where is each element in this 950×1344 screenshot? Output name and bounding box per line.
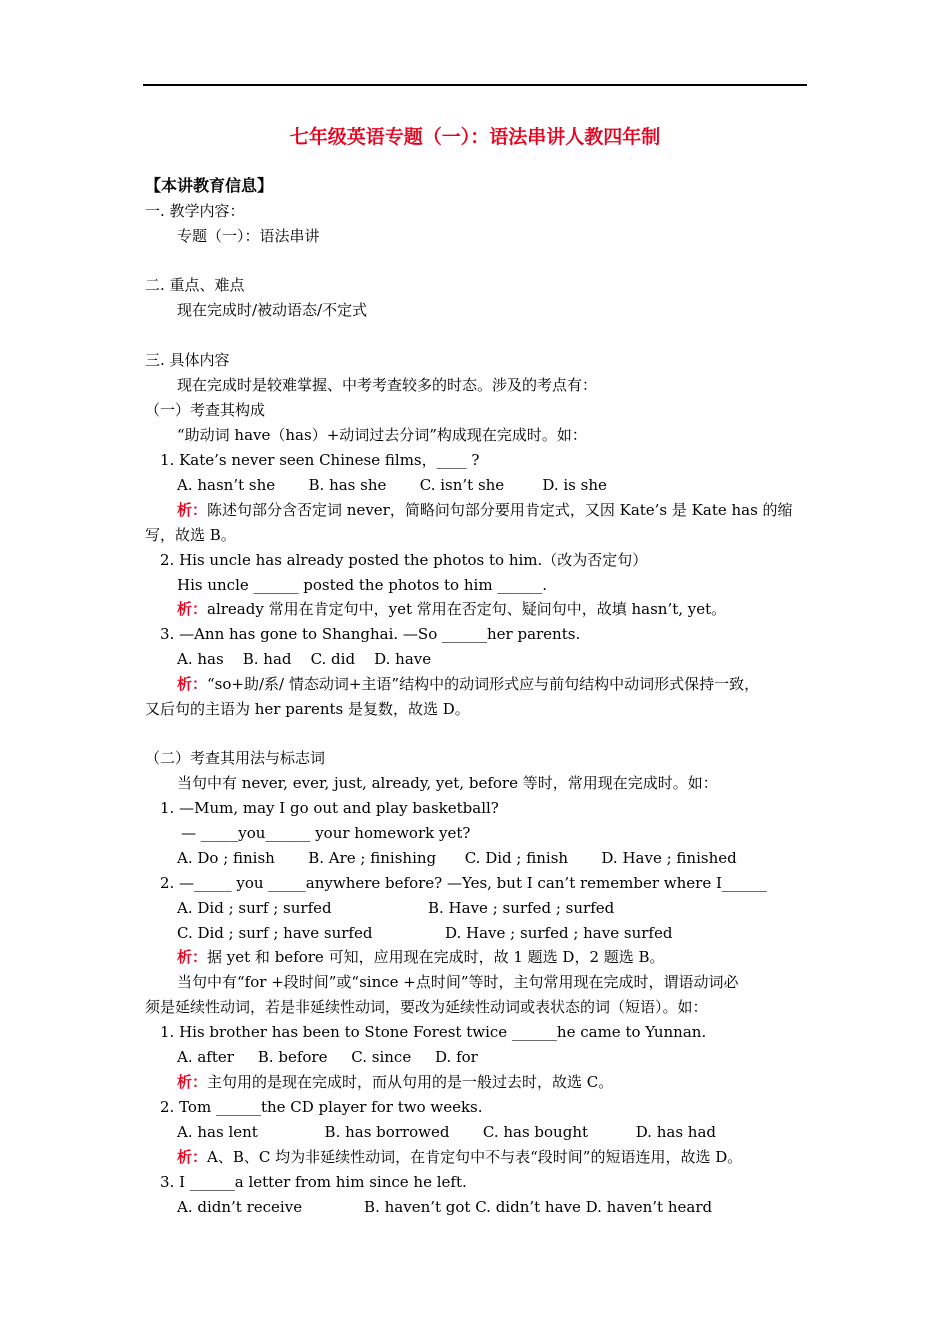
part-2-desc: 当句中有 never, ever, just, already, yet, before 等时，常用现在完成时。如： <box>177 774 718 792</box>
analysis-line <box>177 599 726 619</box>
part-1-desc: “助动词 have（has）+动词过去分词”构成现在完成时。如： <box>177 426 587 444</box>
part-1-heading: （一）考查其构成 <box>145 401 266 419</box>
question-text: 1. —Mum, may I go out and play basketball? <box>160 799 499 817</box>
question-text: 2. —_____ you _____anywhere before? —Yes, but I can’t remember where I______ <box>160 874 767 892</box>
question-text: 1. Kate’s never seen Chinese films，____ ? <box>160 451 480 469</box>
part-2-desc-2-cont: 须是延续性动词，若是非延续性动词，要改为延续性动词或表状态的词（短语）。如： <box>145 998 708 1016</box>
analysis-label: 析： <box>177 501 208 519</box>
question-text: 3. —Ann has gone to Shanghai. —So ______her parents. <box>160 625 581 643</box>
question-options: A. Do ; finish B. Are ; finishing C. Did ; finish D. Have ; finished <box>177 849 737 867</box>
analysis-text: 据 yet 和 before 可知，应用现在完成时，故 1 题选 D，2 题选 B。 <box>207 948 665 966</box>
analysis-text-cont: 写，故选 B。 <box>145 526 236 544</box>
section-2-heading: 二. 重点、难点 <box>145 276 245 294</box>
option-b: B. Have ; surfed ; surfed <box>428 899 615 917</box>
analysis-label: 析： <box>177 948 208 966</box>
analysis-text: 主句用的是现在完成时，而从句用的是一般过去时，故选 C。 <box>207 1073 614 1091</box>
analysis-text: 陈述句部分含否定词 never，简略问句部分要用肯定式，又因 Kate’s 是 Kate has 的缩 <box>207 501 793 519</box>
question-options: A. after B. before C. since D. for <box>177 1048 478 1066</box>
analysis-label: 析： <box>177 600 208 618</box>
option-a: A. Did ; surf ; surfed <box>177 899 332 917</box>
option-d: D. Have ; surfed ; have surfed <box>445 924 673 942</box>
analysis-text-cont: 又后句的主语为 her parents 是复数，故选 D。 <box>145 700 470 718</box>
question-text: 1. His brother has been to Stone Forest twice ______he came to Yunnan. <box>160 1023 707 1041</box>
question-options: A. has lent B. has borrowed C. has bought D. has had <box>177 1123 716 1141</box>
part-2-desc-2: 当句中有“for +段时间”或“since +点时间”等时，主句常用现在完成时，谓语动词必 <box>177 973 739 991</box>
document-title: 七年级英语专题（一）：语法串讲人教四年制 <box>289 126 661 148</box>
analysis-label: 析： <box>177 1073 208 1091</box>
question-text-cont: — _____you______ your homework yet? <box>181 824 471 842</box>
section-1-content: 专题（一）：语法串讲 <box>177 227 320 245</box>
analysis-text: already 常用在肯定句中，yet 常用在否定句、疑问句中，故填 hasn’t, yet。 <box>207 600 727 618</box>
analysis-label: 析： <box>177 1148 208 1166</box>
analysis-line <box>177 947 665 967</box>
question-text: 2. Tom ______the CD player for two weeks. <box>160 1098 483 1116</box>
option-c: C. Did ; surf ; have surfed <box>177 924 373 942</box>
analysis-text: A、B、C 均为非延续性动词，在肯定句中不与表“段时间”的短语连用，故选 D。 <box>207 1148 743 1166</box>
analysis-label: 析： <box>177 675 208 693</box>
question-options: A. hasn’t she B. has she C. isn’t she D. is she <box>177 476 607 494</box>
section-3-heading: 三. 具体内容 <box>145 351 230 369</box>
analysis-text: “so+助/系/ 情态动词+主语”结构中的动词形式应与前句结构中动词形式保持一致， <box>207 675 760 693</box>
analysis-line <box>177 674 759 694</box>
analysis-line <box>177 1147 742 1167</box>
analysis-line <box>177 1072 613 1092</box>
question-blank-line: His uncle ______ posted the photos to him ______. <box>177 576 548 594</box>
analysis-line <box>177 500 793 520</box>
question-text: 3. I ______a letter from him since he left. <box>160 1173 467 1191</box>
header-rule <box>143 84 807 86</box>
question-options: A. didn’t receive B. haven’t got C. didn’t have D. haven’t heard <box>177 1198 713 1216</box>
info-header: 【本讲教育信息】 <box>145 176 274 195</box>
section-3-intro: 现在完成时是较难掌握、中考考查较多的时态。涉及的考点有： <box>177 376 598 394</box>
part-2-heading: （二）考查其用法与标志词 <box>145 749 326 767</box>
section-1-heading: 一. 教学内容： <box>145 202 245 220</box>
question-options: A. has B. had C. did D. have <box>177 650 432 668</box>
section-2-content: 现在完成时/被动语态/不定式 <box>177 301 368 319</box>
question-text: 2. His uncle has already posted the photos to him.（改为否定句） <box>160 551 648 569</box>
